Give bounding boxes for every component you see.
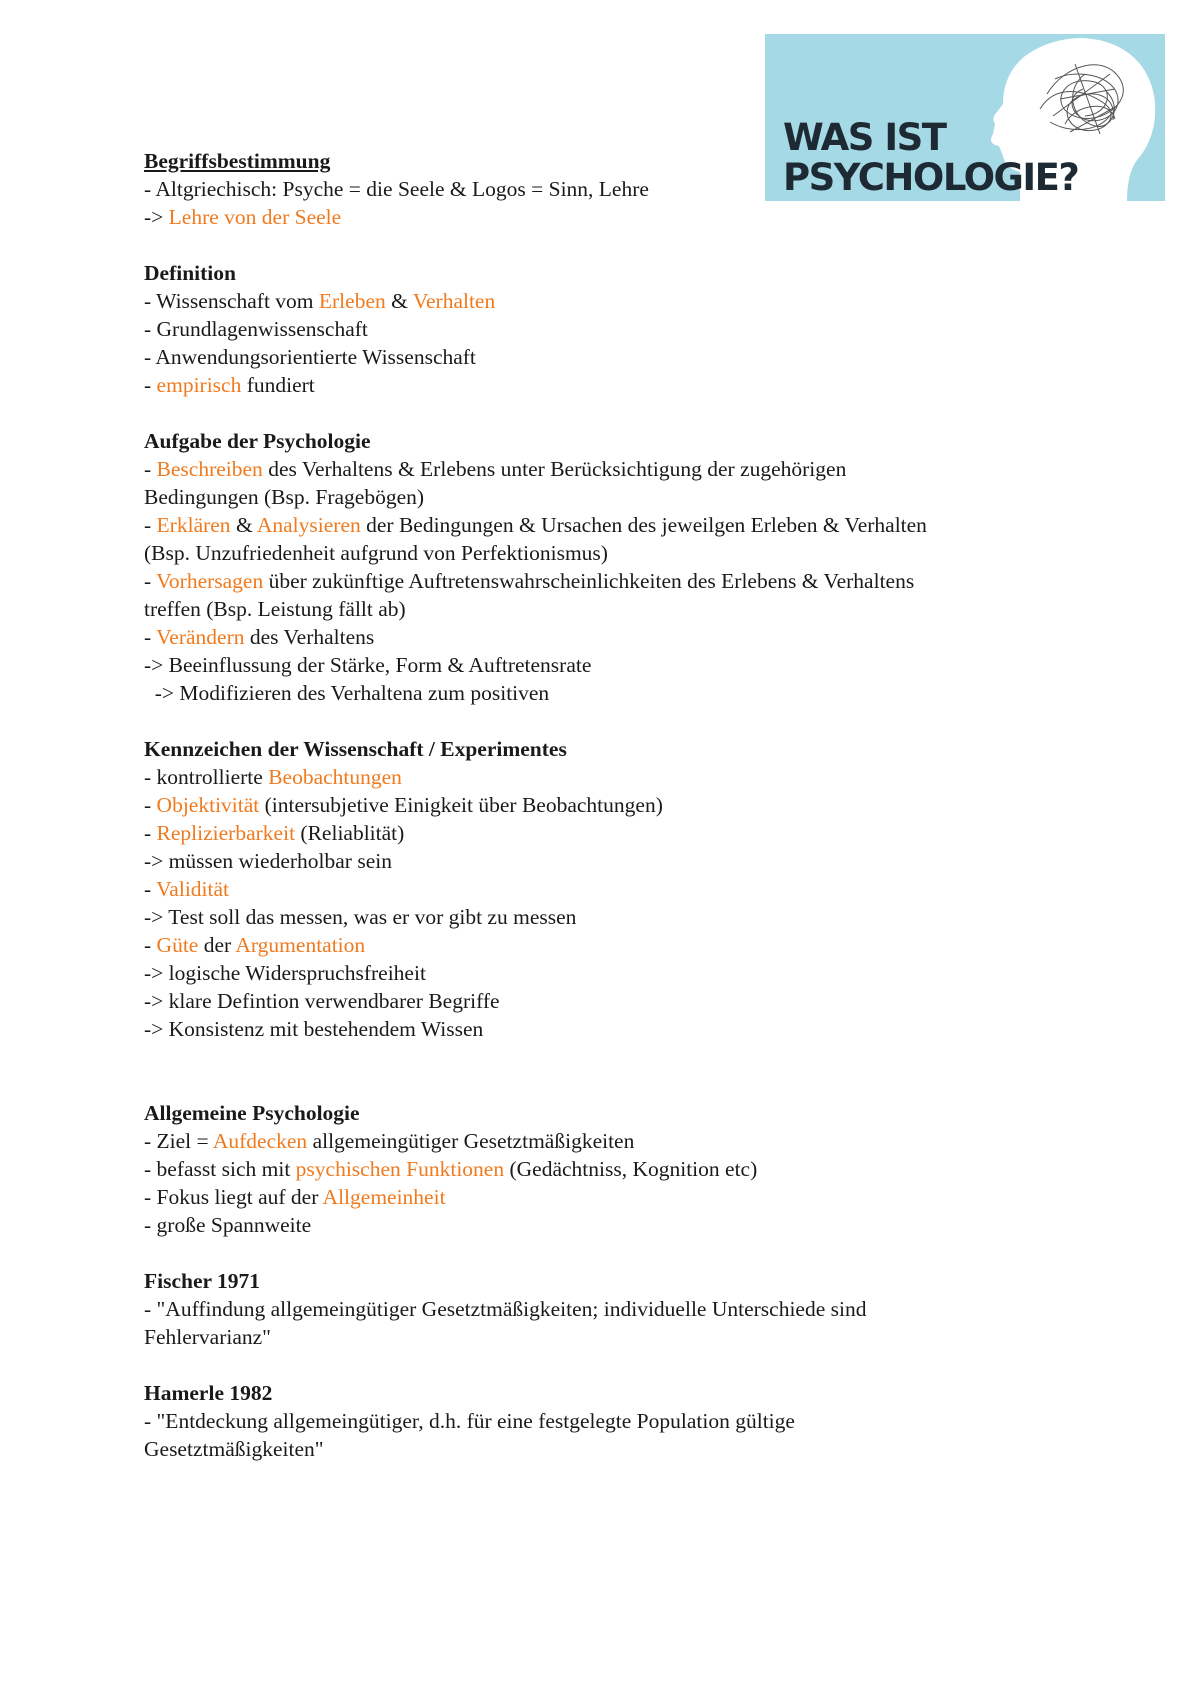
text: des Verhaltens: [244, 625, 375, 649]
section-title-kennzeichen: Kennzeichen der Wissenschaft / Experimentes: [144, 737, 567, 761]
highlight: Allgemeinheit: [322, 1185, 446, 1209]
text: -: [144, 373, 157, 397]
text: der: [198, 933, 236, 957]
document-body: [144, 147, 1044, 1463]
hamerle-line-2: Gesetztmäßigkeiten": [144, 1437, 324, 1461]
text: -: [144, 569, 157, 593]
kennzeichen-line-3: [144, 819, 1044, 847]
logo-line-1: WAS IST: [783, 116, 946, 159]
text: -: [144, 513, 157, 537]
aufgabe-line-6: treffen (Bsp. Leistung fällt ab): [144, 597, 406, 621]
kennzeichen-line-9: -> klare Defintion verwendbarer Begriffe: [144, 989, 500, 1013]
text: fundiert: [241, 373, 315, 397]
text: über zukünftige Auftretenswahrscheinlichkeiten des Erlebens & Verhaltens: [263, 569, 915, 593]
text: - kontrollierte: [144, 765, 269, 789]
section-title-hamerle: Hamerle 1982: [144, 1381, 273, 1405]
text: -: [144, 933, 157, 957]
allgemeine-line-1: [144, 1127, 1044, 1155]
definition-line-2: - Grundlagenwissenschaft: [144, 317, 368, 341]
text: - befasst sich mit: [144, 1157, 296, 1181]
highlight: Erleben: [318, 289, 386, 313]
allgemeine-line-2: [144, 1155, 1044, 1183]
highlight: Replizierbarkeit: [156, 821, 296, 845]
highlight: Argumentation: [235, 933, 366, 957]
text: - Ziel =: [144, 1129, 213, 1153]
section-title-fischer: Fischer 1971: [144, 1269, 261, 1293]
text: der Bedingungen & Ursachen des jeweilgen Erleben & Verhalten: [360, 513, 927, 537]
begriff-line-2: [144, 203, 1044, 231]
aufgabe-line-7: [144, 623, 1044, 651]
text: allgemeingütiger Gesetztmäßigkeiten: [307, 1129, 635, 1153]
highlight: Beobachtungen: [268, 765, 402, 789]
definition-line-4: [144, 371, 1044, 399]
text: (intersubjetive Einigkeit über Beobachtungen): [259, 793, 663, 817]
highlight: Aufdecken: [212, 1129, 308, 1153]
begriff-line-1: - Altgriechisch: Psyche = die Seele & Logos = Sinn, Lehre: [144, 177, 649, 201]
highlight: Erklären: [156, 513, 231, 537]
highlight: Beschreiben: [156, 457, 263, 481]
logo-line-2: PSYCHOLOGIE?: [783, 156, 1079, 199]
text: -: [144, 877, 157, 901]
highlight: Analysieren: [256, 513, 361, 537]
kennzeichen-line-1: [144, 763, 1044, 791]
text: ->: [144, 205, 169, 229]
kennzeichen-line-10: -> Konsistenz mit bestehendem Wissen: [144, 1017, 484, 1041]
text: -: [144, 821, 157, 845]
highlight: Objektivität: [156, 793, 260, 817]
kennzeichen-line-2: [144, 791, 1044, 819]
aufgabe-line-1: [144, 455, 1044, 483]
section-title-begriffsbestimmung: Begriffsbestimmung: [144, 149, 331, 173]
highlight: psychischen Funktionen: [295, 1157, 505, 1181]
section-title-aufgabe: Aufgabe der Psychologie: [144, 429, 371, 453]
allgemeine-line-4: - große Spannweite: [144, 1213, 312, 1237]
text: -: [144, 793, 157, 817]
highlight: Verändern: [156, 625, 245, 649]
text: (Reliablität): [295, 821, 405, 845]
hamerle-line-1: - "Entdeckung allgemeingütiger, d.h. für eine festgelegte Population gültige: [144, 1409, 795, 1433]
aufgabe-line-3: [144, 511, 1044, 539]
text: -: [144, 457, 157, 481]
kennzeichen-line-4: -> müssen wiederholbar sein: [144, 849, 392, 873]
aufgabe-line-2: Bedingungen (Bsp. Fragebögen): [144, 485, 425, 509]
kennzeichen-line-8: -> logische Widerspruchsfreiheit: [144, 961, 426, 985]
aufgabe-line-9: -> Modifizieren des Verhaltena zum positiven: [144, 681, 550, 705]
text: des Verhaltens & Erlebens unter Berücksichtigung der zugehörigen: [262, 457, 847, 481]
section-title-allgemeine: Allgemeine Psychologie: [144, 1101, 360, 1125]
aufgabe-line-5: [144, 567, 1044, 595]
definition-line-3: - Anwendungsorientierte Wissenschaft: [144, 345, 476, 369]
text: - Wissenschaft vom: [144, 289, 319, 313]
highlight: Lehre von der Seele: [168, 205, 342, 229]
text: &: [385, 289, 413, 313]
allgemeine-line-3: [144, 1183, 1044, 1211]
highlight: Vorhersagen: [156, 569, 264, 593]
section-title-definition: Definition: [144, 261, 236, 285]
aufgabe-line-8: -> Beeinflussung der Stärke, Form & Auftretensrate: [144, 653, 592, 677]
text: -: [144, 625, 157, 649]
text: - Fokus liegt auf der: [144, 1185, 323, 1209]
highlight: empirisch: [156, 373, 242, 397]
kennzeichen-line-6: -> Test soll das messen, was er vor gibt zu messen: [144, 905, 577, 929]
text: (Gedächtniss, Kognition etc): [504, 1157, 758, 1181]
aufgabe-line-4: (Bsp. Unzufriedenheit aufgrund von Perfektionismus): [144, 541, 608, 565]
kennzeichen-line-5: [144, 875, 1044, 903]
highlight: Verhalten: [412, 289, 496, 313]
text: &: [230, 513, 257, 537]
definition-line-1: [144, 287, 1044, 315]
highlight: Güte: [156, 933, 199, 957]
fischer-line-2: Fehlervarianz": [144, 1325, 271, 1349]
fischer-line-1: - "Auffindung allgemeingütiger Gesetztmäßigkeiten; individuelle Unterschiede sind: [144, 1297, 867, 1321]
highlight: Validität: [156, 877, 230, 901]
kennzeichen-line-7: [144, 931, 1044, 959]
